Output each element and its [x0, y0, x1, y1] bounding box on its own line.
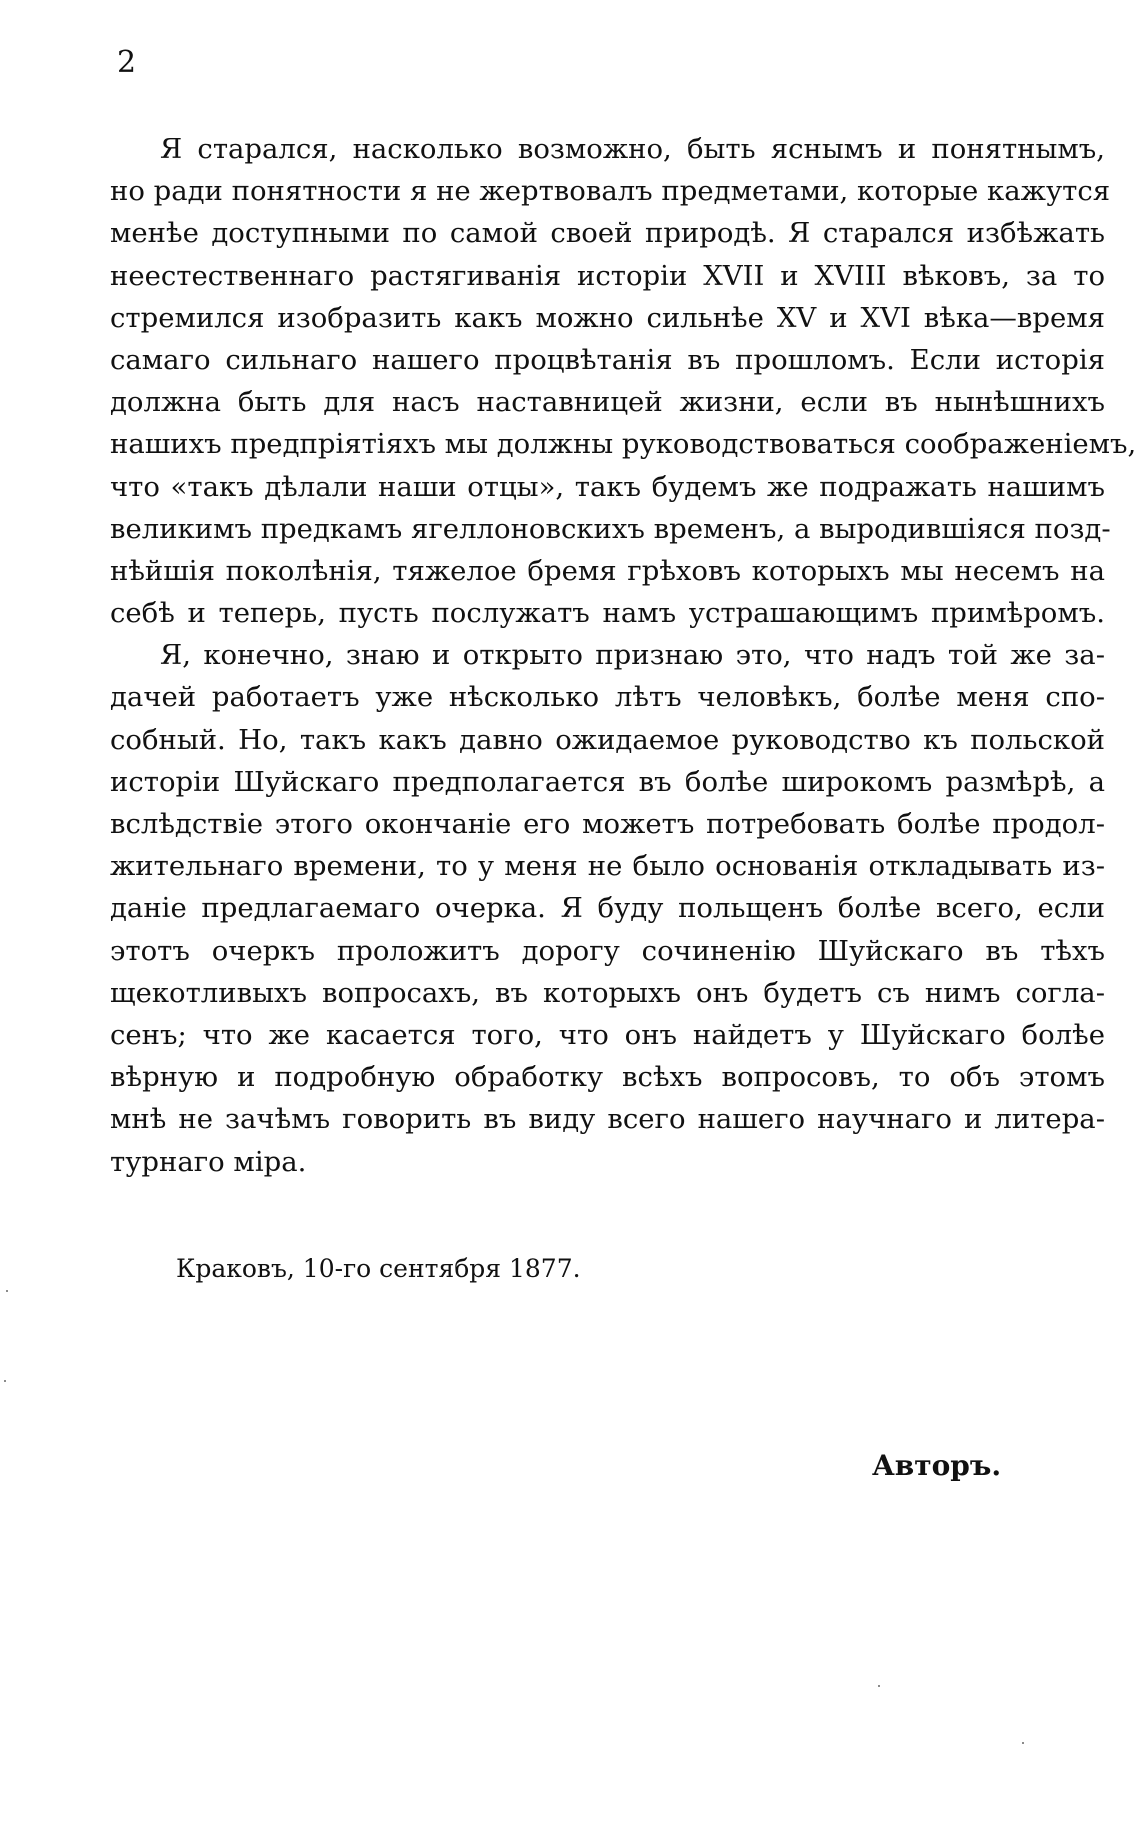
- text-line: нѣйшія поколѣнія, тяжелое бремя грѣховъ которыхъ мы несемъ на: [110, 554, 1105, 587]
- text-line: Я, конечно, знаю и открыто признаю это, что надъ той же за-: [160, 639, 1105, 672]
- text-line: жительнаго времени, то у меня не было основанія откладывать из-: [110, 850, 1105, 883]
- text-line: даніе предлагаемаго очерка. Я буду польщенъ болѣе всего, если: [110, 892, 1105, 925]
- author-signature: Авторъ.: [872, 1449, 1002, 1482]
- scan-speck: [4, 1380, 6, 1382]
- text-line: сенъ; что же касается того, что онъ найдетъ у Шуйскаго болѣе: [110, 1018, 1105, 1051]
- text-line: турнаго міра.: [110, 1145, 307, 1178]
- text-line: самаго сильнаго нашего процвѣтанія въ прошломъ. Если исторія: [110, 343, 1105, 376]
- text-line: щекотливыхъ вопросахъ, въ которыхъ онъ будетъ съ нимъ согла-: [110, 976, 1105, 1009]
- place-date: Краковъ, 10-го сентября 1877.: [176, 1254, 581, 1283]
- text-line: великимъ предкамъ ягеллоновскихъ временъ, а выродившіяся позд-: [110, 512, 1111, 545]
- scan-speck: [878, 1685, 880, 1687]
- paragraph: [110, 128, 1137, 634]
- paragraph: [110, 634, 1105, 1182]
- text-line: мнѣ не зачѣмъ говорить въ виду всего нашего научнаго и литера-: [110, 1103, 1105, 1136]
- text-line: что «такъ дѣлали наши отцы», такъ будемъ же подражать нашимъ: [110, 470, 1105, 503]
- body-text: [110, 128, 1137, 1183]
- text-line: этотъ очеркъ проложитъ дорогу сочиненію Шуйскаго въ тѣхъ: [110, 934, 1105, 967]
- text-line: неестественнаго растягиванія исторіи XVII и XVIII вѣковъ, за то: [110, 259, 1105, 292]
- text-line: должна быть для насъ наставницей жизни, если въ нынѣшнихъ: [110, 386, 1105, 419]
- text-line: исторіи Шуйскаго предполагается въ болѣе широкомъ размѣрѣ, а: [110, 765, 1105, 798]
- text-line: но ради понятности я не жертвовалъ предметами, которые кажутся: [110, 175, 1111, 208]
- text-line: собный. Но, такъ какъ давно ожидаемое руководство къ польской: [110, 723, 1105, 756]
- text-line: нашихъ предпріятіяхъ мы должны руководствоваться соображеніемъ,: [110, 428, 1137, 461]
- text-line: вслѣдствіе этого окончаніе его можетъ потребовать болѣе продол-: [110, 808, 1105, 840]
- text-line: Я старался, насколько возможно, быть яснымъ и понятнымъ,: [160, 133, 1105, 165]
- text-line: стремился изобразить какъ можно сильнѣе XV и XVI вѣка—время: [110, 301, 1105, 334]
- text-line: менѣе доступными по самой своей природѣ. Я старался избѣжать: [110, 217, 1105, 250]
- text-line: себѣ и теперь, пусть послужатъ намъ устрашающимъ примѣромъ.: [110, 597, 1105, 630]
- text-line: вѣрную и подробную обработку всѣхъ вопросовъ, то объ этомъ: [110, 1061, 1105, 1094]
- scan-speck: [1022, 1742, 1024, 1744]
- scan-speck: [6, 1290, 8, 1292]
- text-line: дачей работаетъ уже нѣсколько лѣтъ человѣкъ, болѣе меня спо-: [110, 681, 1105, 714]
- page-number: 2: [117, 45, 137, 80]
